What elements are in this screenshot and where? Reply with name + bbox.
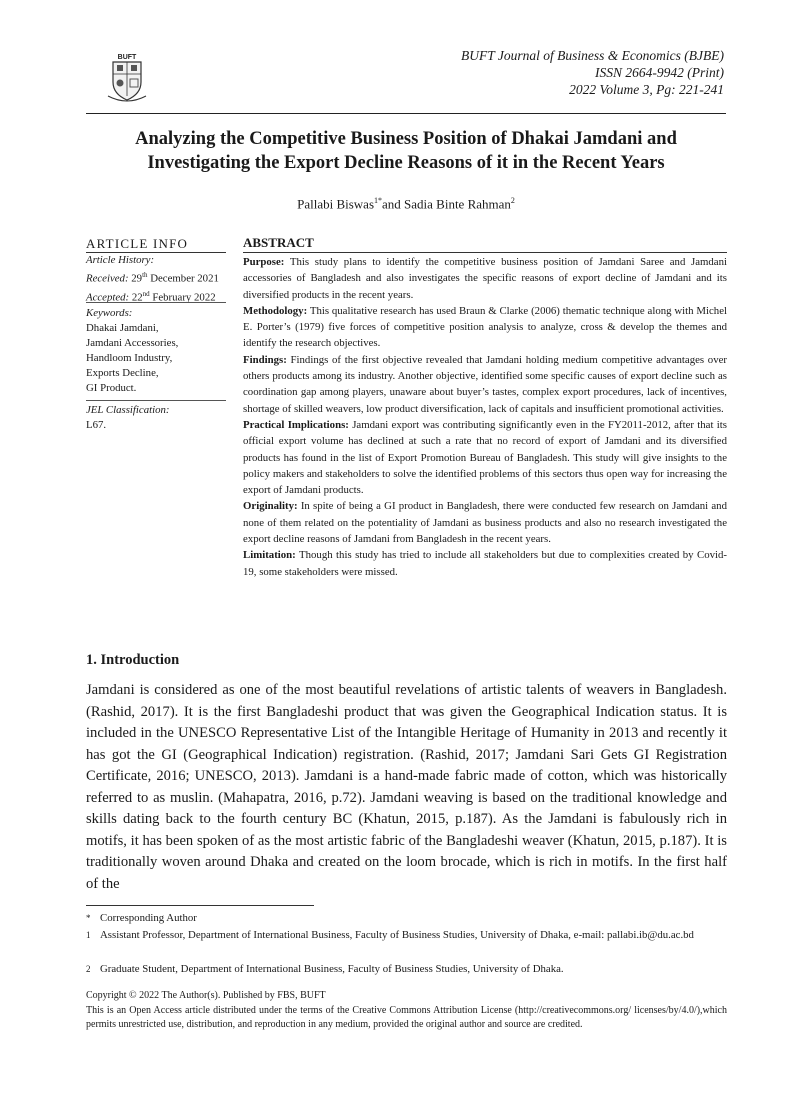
abstract-purpose: Purpose: This study plans to identify the competitive business position of Jamdani Saree and Jamdani accessories of Bangladesh and also investigates the specific reasons of export decline of Jamdani and its diversified products in the recent years. (243, 256, 727, 301)
jel-section (86, 403, 231, 433)
license-text: This is an Open Access article distributed under the terms of the Creative Commons Attribution License (http://creativecommons.org/ licenses/by/4.0/),which permits unrestricted use, distribution, and reproduction in any medium, provided the original author and source are credited. (86, 1005, 727, 1030)
keyword-item: Exports Decline, (86, 367, 159, 379)
keyword-item: GI Product. (86, 382, 137, 394)
history-divider (86, 302, 226, 303)
header-divider (86, 113, 726, 114)
author-2-mark: 2 (510, 196, 515, 205)
abstract-implications: Practical Implications: Jamdani export was contributing significantly even in the FY2011-2012, after that its official export volume has declined at such a rate that no record of export of Jamdani and its diversified products has found in the list of Export Promotion Bureau of Bangladesh. This study will give insights to the policy makers and stakeholders to solve the identified problems of this sectors thus open way for increasing the export of Jamdani products. (243, 418, 728, 497)
keywords-label: Keywords: (86, 307, 133, 319)
footnote-2: 2 Graduate Student, Department of International Business, Faculty of Business Studies, University of Dhaka. (86, 963, 564, 975)
logo-text: BUFT (117, 54, 137, 61)
abstract-originality: Originality: In spite of being a GI product in Bangladesh, there were conducted few research on Jamdani and none of them related on the potentiality of Jamdani as business products and also no research investigated the export decline reasons of Jamdani from Bangladesh in the recent years. (243, 500, 727, 546)
article-info-heading: ARTICLE INFO (86, 236, 189, 251)
title-line-2: Investigating the Export Decline Reasons of it in the Recent Years (147, 153, 665, 173)
copyright-line: Copyright © 2022 The Author(s). Published by FBS, BUFT (86, 990, 326, 1001)
author-2: and Sadia Binte Rahman (382, 196, 511, 212)
journal-volume: 2022 Volume 3, Pg: 221-241 (569, 82, 724, 97)
footnote-1: 1 Assistant Professor, Department of International Business, Faculty of Business Studies, University of Dhaka, e-mail: pallabi.ib@du.ac.bd (86, 929, 694, 941)
author-list (100, 196, 712, 212)
title-line-1: Analyzing the Competitive Business Position of Dhakai Jamdani and (135, 129, 677, 149)
jel-value: L67. (86, 419, 107, 431)
introduction-text: Jamdani is considered as one of the most beautiful revelations of artistic talents of weavers in Bangladesh. (Rashid, 2017). It is the first Bangladeshi product that was given the Geographical Indication status. It is included in the UNESCO Representative List of the Intangible Heritage of Humanity in 2013 and recently it has got the GI (Geographical Indication) registration. (Rashid, 2017; Jamdani Sari Gets GI Registration Certificate, 2016; UNESCO, 2013). Jamdani is a hand-made fabric made of cotton, which was historically referred to as muslin. (Mahapatra, 2016, p.72). Jamdani weaving is based on the traditional knowledge and skills dating back to the fourth century BC (Khatun, 2015, p.187). As the Jamdani is fabulously rich in motifs, it has been spoken of as the most artistic fabric of the Bangladeshi weaver (Khatun, 2015, p.187). It is traditionally woven around Dhaka and created on the loom brocade, which is rich in motifs. In the first half of the (86, 682, 727, 892)
abstract-body (243, 254, 727, 580)
abstract-divider (243, 252, 727, 253)
introduction-heading: 1. Introduction (86, 652, 180, 668)
abstract-methodology: Methodology: This qualitative research has used Braun & Clarke (2006) thematic technique along with Michel E. Porter’s (1979) five forces of competitive position analysis to analyze, cross & develop the themes and identify the research objectives. (243, 304, 727, 350)
history-label: Article History: (86, 254, 155, 266)
jel-label: JEL Classification: (86, 404, 170, 416)
received-date: Received: 29th December 2021 (86, 271, 219, 285)
abstract-limitation: Limitation: Though this study has tried to include all stakeholders but due to complexities created by Covid-19, some stakeholders were missed. (243, 549, 727, 578)
author-1: Pallabi Biswas (297, 196, 375, 212)
keyword-item: Jamdani Accessories, (86, 337, 179, 349)
paper-title (100, 127, 712, 175)
keyword-item: Handloom Industry, (86, 352, 173, 364)
abstract-findings: Findings: Findings of the first objective revealed that Jamdani holding medium competitive advantages over others products among its industry. Another objective, identified some specific causes of export decline such as coordination gap among players, unaware about buyer’s tastes, complex export procedures, lack of incentives, shortage of skilled weavers, low product diversification, lack of capitals and insufficient promotional activities. (243, 353, 727, 415)
accepted-date: Accepted: 22nd February 2022 (86, 289, 216, 304)
footnote-divider (86, 905, 314, 906)
journal-info (324, 47, 724, 98)
keywords-section (86, 306, 231, 396)
article-history (86, 253, 231, 305)
abstract-heading: ABSTRACT (243, 235, 314, 250)
keyword-item: Dhakai Jamdani, (86, 322, 159, 334)
journal-issn: ISSN 2664-9942 (Print) (595, 65, 724, 80)
journal-logo (104, 52, 150, 104)
author-1-mark: 1* (374, 196, 383, 205)
keywords-divider (86, 400, 226, 401)
journal-name: BUFT Journal of Business & Economics (BJBE) (461, 48, 724, 63)
footnote-corresponding: * Corresponding Author (86, 912, 197, 924)
